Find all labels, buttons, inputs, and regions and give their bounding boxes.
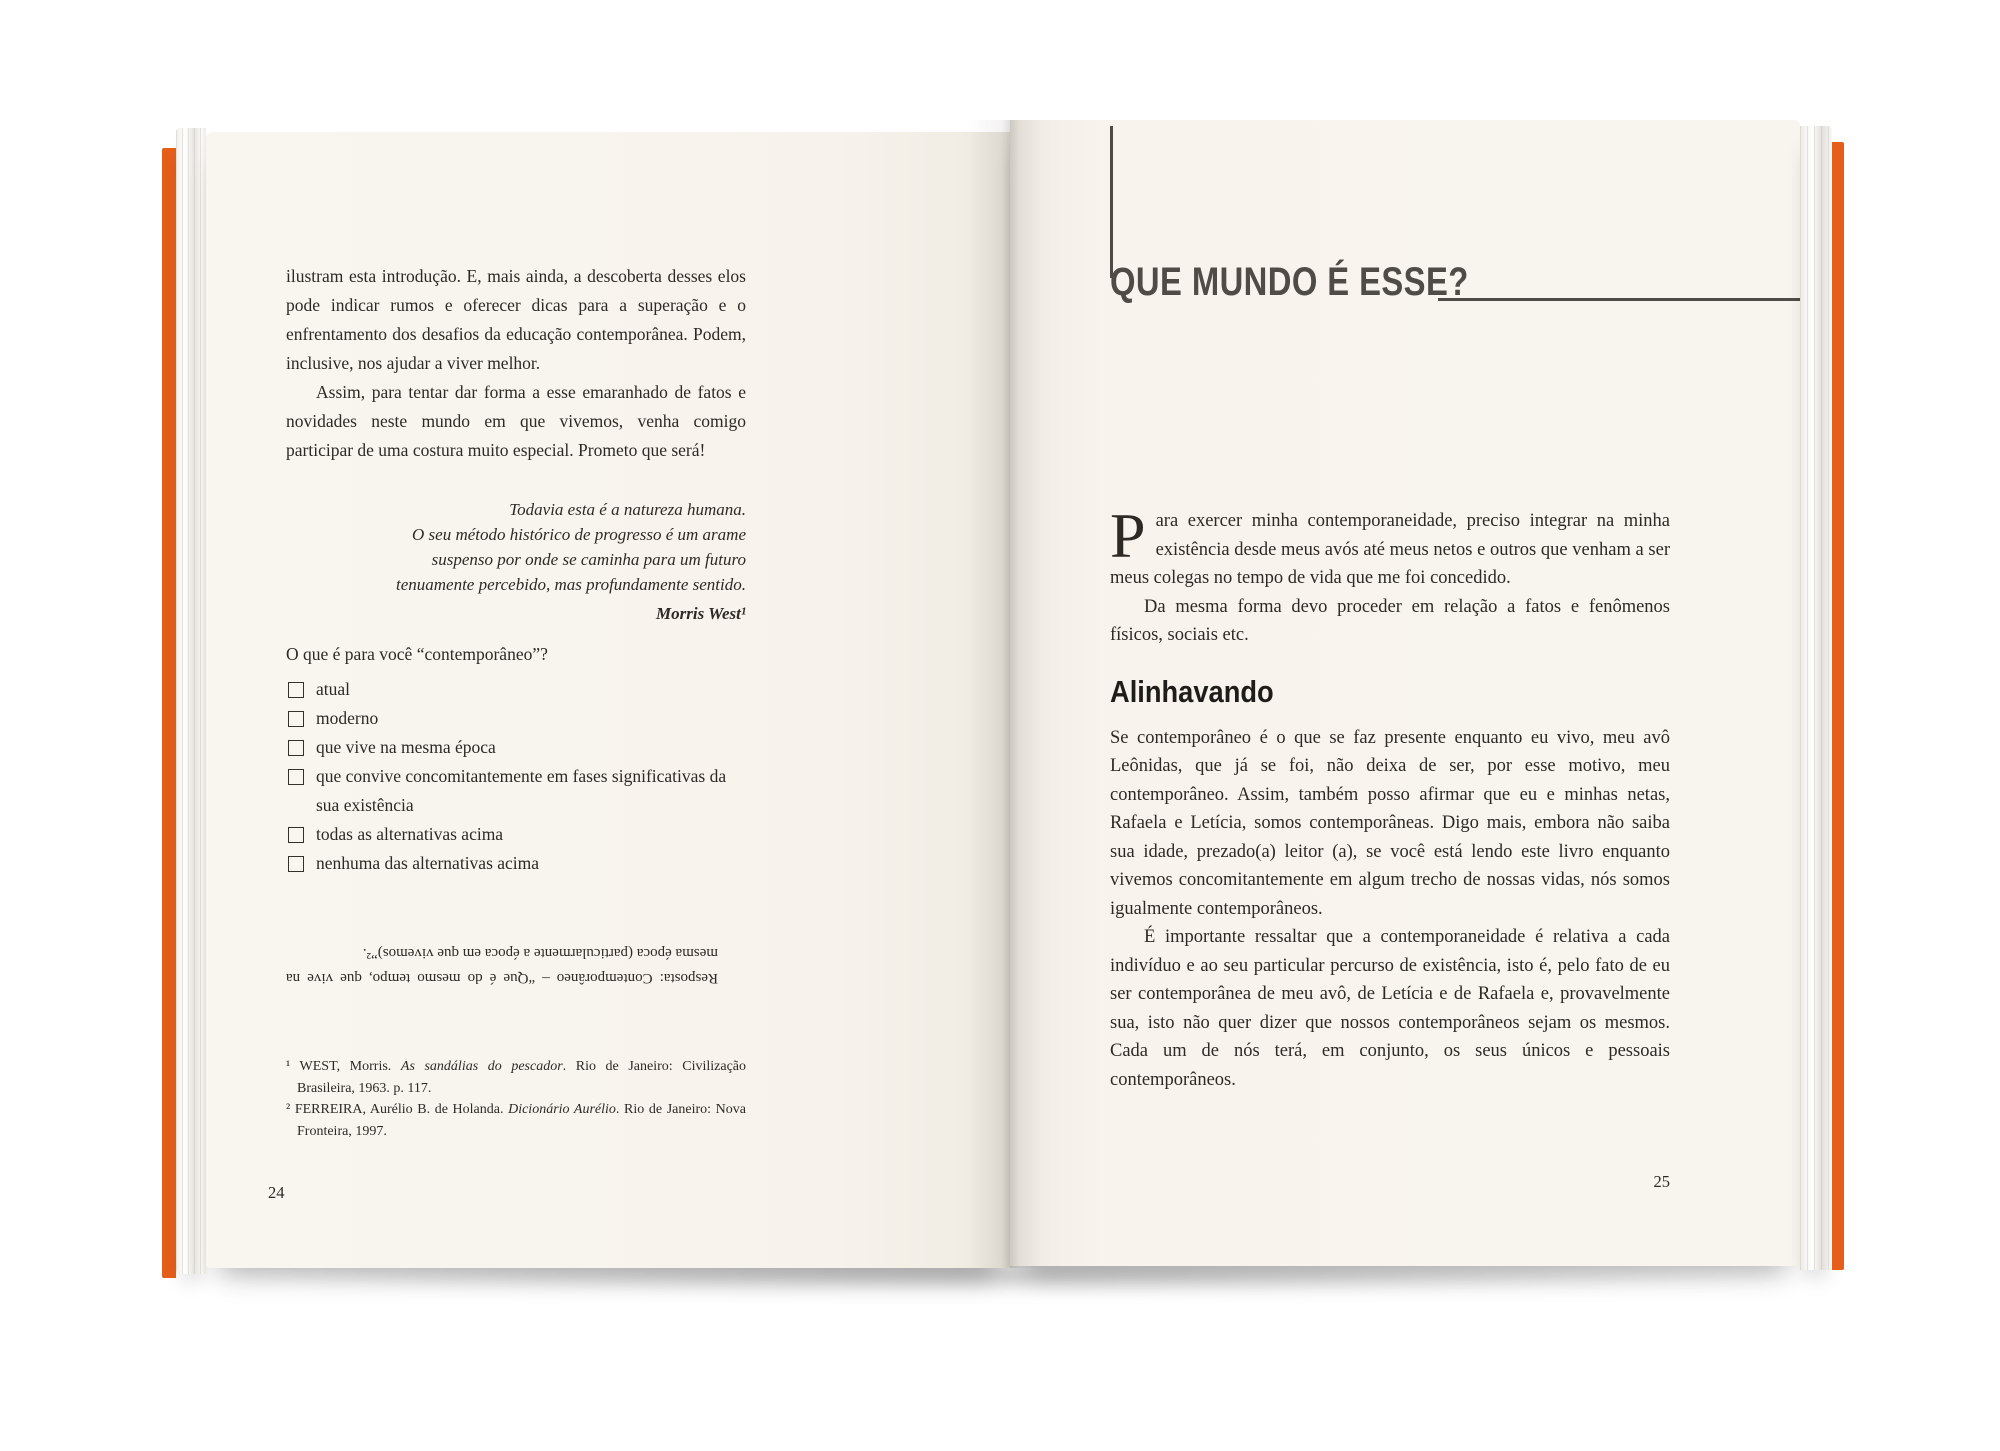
chapter-title: QUE MUNDO É ESSE?: [1110, 260, 1469, 304]
footnote-text: . Rio de Janeiro: Nova Fronteira, 1997.: [297, 1102, 746, 1139]
body-paragraph: Assim, para tentar dar forma a esse emaranhado de fatos e novidades neste mundo em que vivemos, venha comigo participar de uma costura muito especial. Prometo que será!: [286, 382, 746, 460]
question-text: O que é para você “contemporâneo”?: [286, 644, 548, 664]
checkbox-icon: [288, 856, 304, 872]
chapter-title-wrap: [1110, 260, 1469, 304]
checkbox-icon: [288, 682, 304, 698]
epigraph-quote: [286, 497, 746, 626]
checkbox-icon: [288, 711, 304, 727]
checklist-item: [286, 849, 746, 878]
checklist: [286, 675, 746, 878]
chapter-title-rule: [1438, 298, 1816, 301]
page-stack-left: [176, 128, 206, 1274]
body-paragraph: Da mesma forma devo proceder em relação a fatos e fenômenos físicos, sociais etc.: [1110, 596, 1670, 645]
cover-edge-right: [1832, 142, 1844, 1270]
right-page: [1010, 120, 1800, 1266]
left-page-content: [268, 262, 747, 1202]
checklist-label: moderno: [316, 708, 379, 728]
body-paragraph: ilustram esta introdução. E, mais ainda, a descoberta desses elos pode indicar rumos e oferecer dicas para a superação e o enfrentamento dos desafios da educação contemporânea. Podem, inclusive, nos ajudar a viver melhor.: [286, 266, 746, 373]
cover-edge-left: [162, 148, 176, 1278]
page-number-left: 24: [268, 1183, 285, 1202]
left-page: [206, 132, 1010, 1268]
quote-line: Todavia esta é a natureza humana.: [509, 500, 746, 519]
footnote-text: . Rio de Janeiro: Civilização Brasileira, 1963. p. 117.: [297, 1059, 747, 1096]
checklist-item: [286, 704, 746, 733]
quote-line: O seu método histórico de progresso é um arame: [412, 525, 746, 544]
checkbox-icon: [288, 769, 304, 785]
checklist-label: que vive na mesma época: [316, 737, 496, 757]
footnote-title: As sandálias do pescador: [400, 1059, 563, 1074]
right-page-content: [1110, 260, 1816, 1191]
opening-paragraph-text: ara exercer minha contemporaneidade, preciso integrar na minha existência desde meus avós até meus netos e outros que venham a ser meus colegas no tempo de vida que me foi concedido.: [1110, 511, 1670, 588]
checkbox-icon: [288, 827, 304, 843]
checklist-item: [286, 675, 746, 704]
page-stack-right: [1800, 126, 1832, 1270]
checkbox-icon: [288, 740, 304, 756]
drop-cap: P: [1110, 500, 1146, 571]
book-spread: [162, 112, 1844, 1278]
footnote-text: ² FERREIRA, Aurélio B. de Holanda.: [286, 1102, 509, 1117]
checklist-item: [286, 733, 746, 762]
checklist-label: que convive concomitantemente em fases significativas da sua existência: [316, 766, 727, 815]
chapter-vertical-line: [1110, 126, 1113, 278]
checklist-item: [286, 762, 746, 820]
checklist-item: [286, 820, 746, 849]
chapter-title-row: [1110, 262, 1816, 302]
section-heading: Alinhavando: [1110, 673, 1274, 709]
quote-line: suspenso por onde se caminha para um futuro: [431, 550, 746, 569]
checklist-label: todas as alternativas acima: [316, 824, 504, 844]
body-paragraph: Se contemporâneo é o que se faz presente enquanto eu vivo, meu avô Leônidas, que já se foi, não deixa de ser, por esse motivo, meu contemporâneo. Assim, também posso afirmar que eu e minhas netas, Rafaela e Letícia, somos contemporâneas. Digo mais, embora não saiba sua idade, prezado(a) leitor (a), se você está lendo este livro enquanto vivemos concomitantemente em algum trecho de nossas vidas, nós somos igualmente contemporâneos.: [1110, 727, 1670, 919]
opening-paragraph: [1110, 500, 1670, 593]
footnote-text: ¹ WEST, Morris.: [286, 1059, 401, 1074]
section-heading-wrap: [1110, 673, 1816, 710]
checklist-label: atual: [316, 679, 351, 699]
footnote: [286, 1099, 746, 1142]
footnote-title: Dicionário Aurélio: [508, 1102, 616, 1117]
page-number-right: 25: [1653, 1172, 1670, 1191]
checklist-label: nenhuma das alternativas acima: [316, 853, 540, 873]
quote-line: tenuamente percebido, mas profundamente sentido.: [395, 575, 746, 594]
footnote: [286, 1056, 746, 1099]
footnotes: [286, 1056, 746, 1142]
body-paragraph: É importante ressaltar que a contemporaneidade é relativa a cada indivíduo e ao seu particular percurso de existência, isto é, pelo fato de eu ser contemporânea de meu avô, de Letícia e de Rafaela e, provavelmente sua, isto não quer dizer que nossos contemporâneos sejam os mesmos. Cada um de nós terá, em conjunto, os seus únicos e pessoais contemporâneos.: [1110, 927, 1670, 1090]
answer-upside-down: Resposta: Contemporâneo – “Que é do mesmo tempo, que vive na mesma época (particularmente a época em que vivemos)”².: [286, 945, 718, 986]
quote-attribution: Morris West¹: [656, 604, 746, 623]
